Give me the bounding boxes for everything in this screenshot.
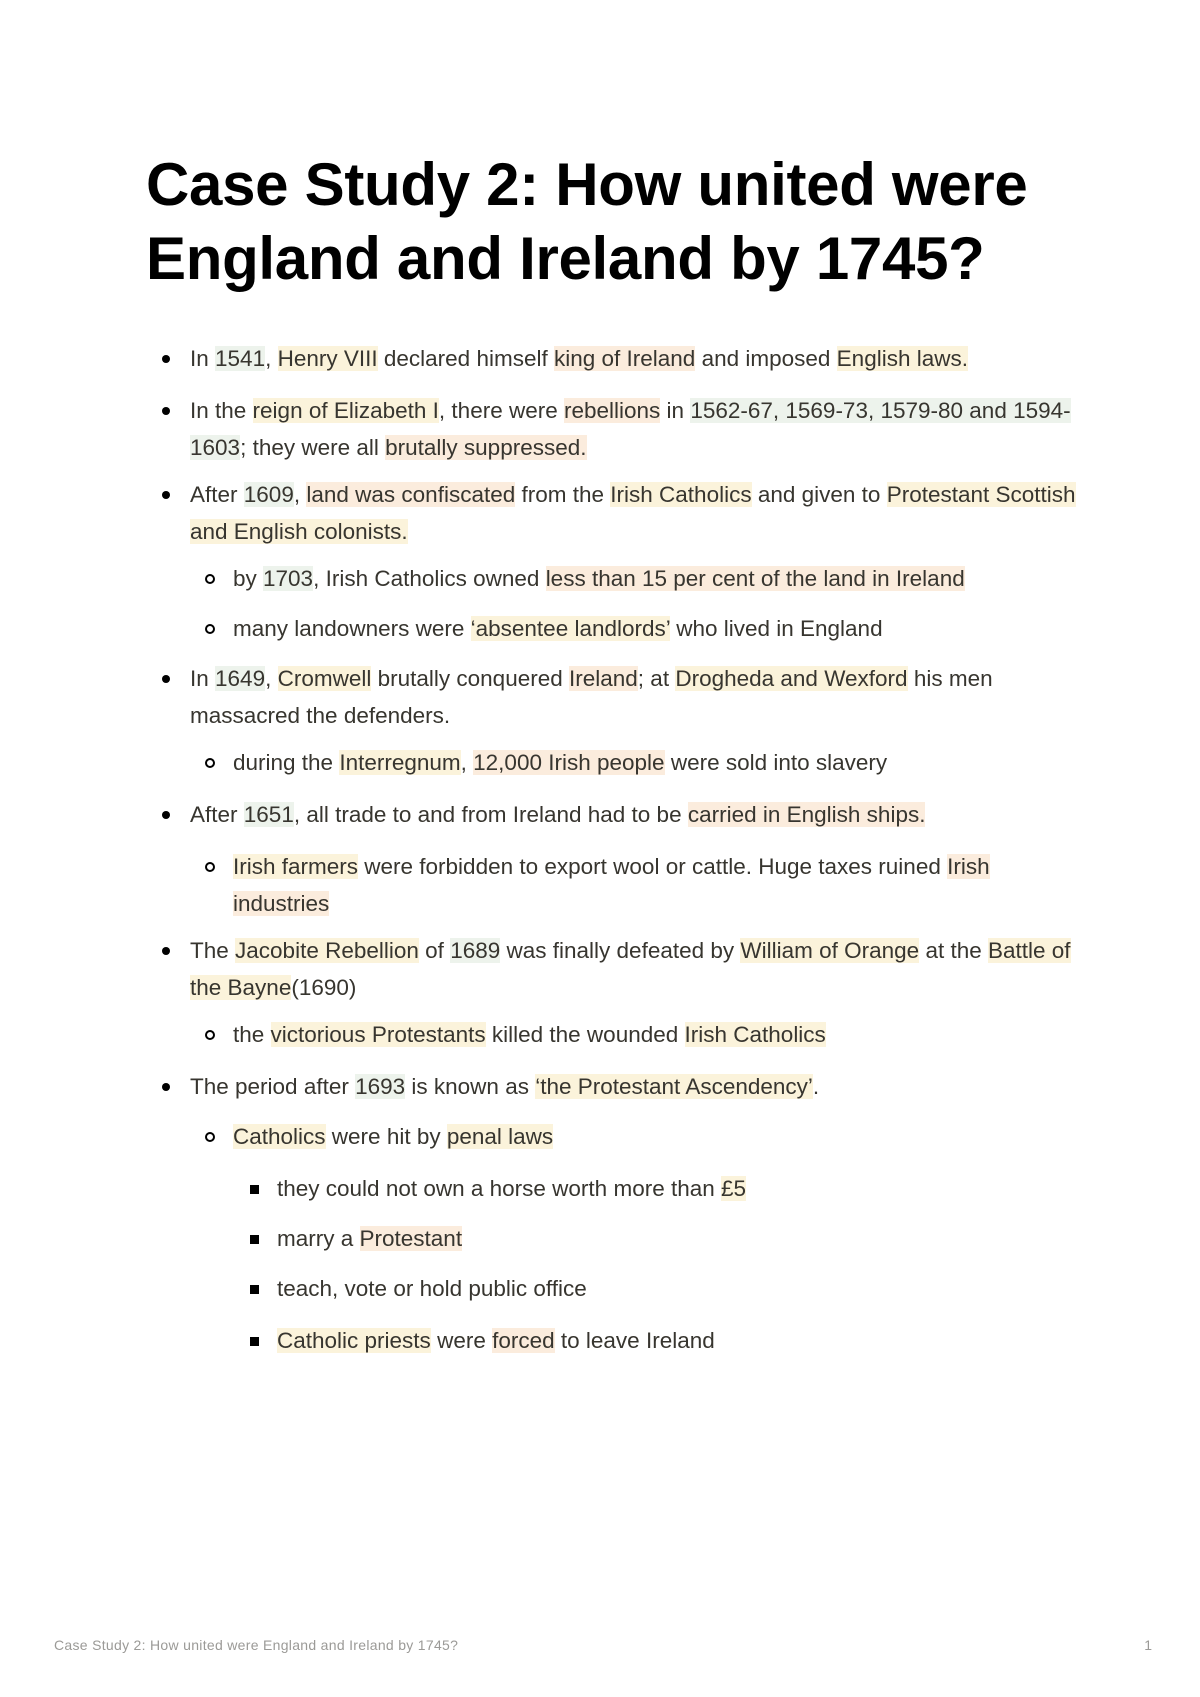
- list-item: [190, 932, 1080, 1006]
- item-text: In the: [190, 398, 253, 423]
- item-text: ; at: [637, 666, 676, 691]
- item-text: , all trade to and from Ireland had to be: [293, 802, 688, 827]
- item-text: and given to: [751, 482, 887, 507]
- item-text: (1690): [291, 975, 357, 1000]
- item-text: in: [660, 398, 691, 423]
- list-item: [190, 660, 1080, 734]
- item-text: After: [190, 482, 244, 507]
- highlighted-text: victorious Protestants: [270, 1022, 486, 1047]
- list-item: [233, 1016, 1073, 1053]
- item-text: ,: [265, 666, 278, 691]
- bullet-marker: [205, 1030, 215, 1040]
- item-text: ,: [460, 750, 474, 775]
- highlighted-text: 1689: [450, 938, 501, 963]
- item-text: were sold into slavery: [664, 750, 888, 775]
- item-text: were hit by: [325, 1124, 447, 1149]
- bullet-marker: [205, 1132, 215, 1142]
- item-text: were: [430, 1328, 493, 1353]
- highlighted-text: reign of Elizabeth I: [252, 398, 439, 423]
- highlighted-text: Ireland: [569, 666, 638, 691]
- page-title: Case Study 2: How united were England and Ireland by 1745?: [146, 151, 1028, 292]
- item-text: brutally conquered: [371, 666, 569, 691]
- bullet-marker: [162, 811, 170, 819]
- highlighted-text: Interregnum: [339, 750, 461, 775]
- item-text: marry a: [277, 1226, 360, 1251]
- highlighted-text: William of Orange: [740, 938, 920, 963]
- highlighted-text: Catholic priests: [277, 1328, 431, 1353]
- list-item: [233, 610, 1073, 647]
- list-item: [277, 1322, 1077, 1359]
- item-text: , there were: [438, 398, 564, 423]
- item-text: was finally defeated by: [500, 938, 741, 963]
- highlighted-text: penal laws: [446, 1124, 554, 1149]
- list-item: [190, 392, 1080, 466]
- item-text: teach, vote or hold public office: [277, 1276, 587, 1301]
- highlighted-text: brutally suppressed.: [385, 435, 587, 460]
- highlighted-text: Protestant Scottish and English colonists.: [190, 482, 1076, 544]
- highlighted-text: 12,000 Irish people: [473, 750, 665, 775]
- item-text: The: [190, 938, 236, 963]
- highlighted-text: English laws.: [836, 346, 968, 371]
- item-text: The period after: [190, 1074, 356, 1099]
- item-text: of: [418, 938, 451, 963]
- highlighted-text: Protestant: [359, 1226, 463, 1251]
- item-text: is known as: [405, 1074, 536, 1099]
- item-text: many landowners were: [233, 616, 471, 641]
- item-text: they could not own a horse worth more than: [277, 1176, 722, 1201]
- list-item: [277, 1170, 1077, 1207]
- highlighted-text: Drogheda and Wexford: [675, 666, 908, 691]
- list-item: [190, 476, 1080, 550]
- list-item: [233, 1118, 1073, 1155]
- list-item: [233, 848, 1073, 922]
- bullet-marker: [205, 624, 215, 634]
- item-text: the: [233, 1022, 271, 1047]
- bullet-marker: [162, 355, 170, 363]
- item-text: during the: [233, 750, 340, 775]
- footer-title: Case Study 2: How united were England and Ireland by 1745?: [54, 1637, 459, 1653]
- list-item: [190, 796, 1080, 833]
- list-item: [233, 744, 1073, 781]
- highlighted-text: Irish Catholics: [610, 482, 752, 507]
- item-text: .: [812, 1074, 820, 1099]
- highlighted-text: Catholics: [233, 1124, 326, 1149]
- list-item: [233, 560, 1073, 597]
- highlighted-text: Irish Catholics: [684, 1022, 826, 1047]
- highlighted-text: Irish industries: [233, 854, 990, 916]
- item-text: by: [233, 566, 264, 591]
- highlighted-text: 1541: [215, 346, 266, 371]
- highlighted-text: £5: [721, 1176, 747, 1201]
- highlighted-text: 1651: [243, 802, 294, 827]
- highlighted-text: 1649: [215, 666, 266, 691]
- highlighted-text: carried in English ships.: [687, 802, 926, 827]
- bullet-marker: [162, 947, 170, 955]
- item-text: declared himself: [377, 346, 554, 371]
- item-text: ; they were all: [240, 435, 386, 460]
- item-text: from the: [515, 482, 611, 507]
- bullet-marker: [205, 574, 215, 584]
- footer-page-number: 1: [1144, 1637, 1152, 1653]
- highlighted-text: land was confiscated: [306, 482, 516, 507]
- item-text: and imposed: [695, 346, 837, 371]
- bullet-marker: [250, 1285, 259, 1294]
- list-item: [190, 1068, 1080, 1105]
- item-text: his men massacred the defenders.: [190, 666, 993, 728]
- bullet-marker: [162, 675, 170, 683]
- list-item: [190, 340, 1080, 377]
- highlighted-text: forced: [492, 1328, 555, 1353]
- highlighted-text: less than 15 per cent of the land in Ireland: [545, 566, 965, 591]
- highlighted-text: 1693: [355, 1074, 406, 1099]
- highlighted-text: Henry VIII: [277, 346, 378, 371]
- item-text: In: [190, 346, 216, 371]
- item-text: to leave Ireland: [554, 1328, 715, 1353]
- bullet-marker: [162, 407, 170, 415]
- item-text: killed the wounded: [485, 1022, 685, 1047]
- item-text: ,: [293, 482, 307, 507]
- bullet-marker: [250, 1337, 259, 1346]
- highlighted-text: Irish farmers: [233, 854, 359, 879]
- highlighted-text: rebellions: [563, 398, 661, 423]
- bullet-marker: [162, 1083, 170, 1091]
- item-text: After: [190, 802, 244, 827]
- item-text: were forbidden to export wool or cattle. Huge taxes ruined: [358, 854, 948, 879]
- item-text: , Irish Catholics owned: [313, 566, 546, 591]
- item-text: who lived in England: [669, 616, 883, 641]
- bullet-marker: [162, 491, 170, 499]
- list-item: [277, 1220, 1077, 1257]
- bullet-marker: [250, 1235, 259, 1244]
- item-text: In: [190, 666, 216, 691]
- highlighted-text: king of Ireland: [553, 346, 696, 371]
- highlighted-text: ‘absentee landlords’: [470, 616, 670, 641]
- item-text: ,: [265, 346, 278, 371]
- list-item: [277, 1270, 1077, 1307]
- highlighted-text: 1609: [243, 482, 294, 507]
- highlighted-text: Cromwell: [277, 666, 372, 691]
- highlighted-text: Jacobite Rebellion: [235, 938, 419, 963]
- item-text: at the: [919, 938, 988, 963]
- bullet-marker: [205, 862, 215, 872]
- bullet-marker: [250, 1185, 259, 1194]
- highlighted-text: 1562-67, 1569-73, 1579-80 and 1594-1603: [190, 398, 1071, 460]
- bullet-marker: [205, 758, 215, 768]
- highlighted-text: ‘the Protestant Ascendency’: [535, 1074, 813, 1099]
- highlighted-text: Battle of the Bayne: [190, 938, 1071, 1000]
- highlighted-text: 1703: [263, 566, 314, 591]
